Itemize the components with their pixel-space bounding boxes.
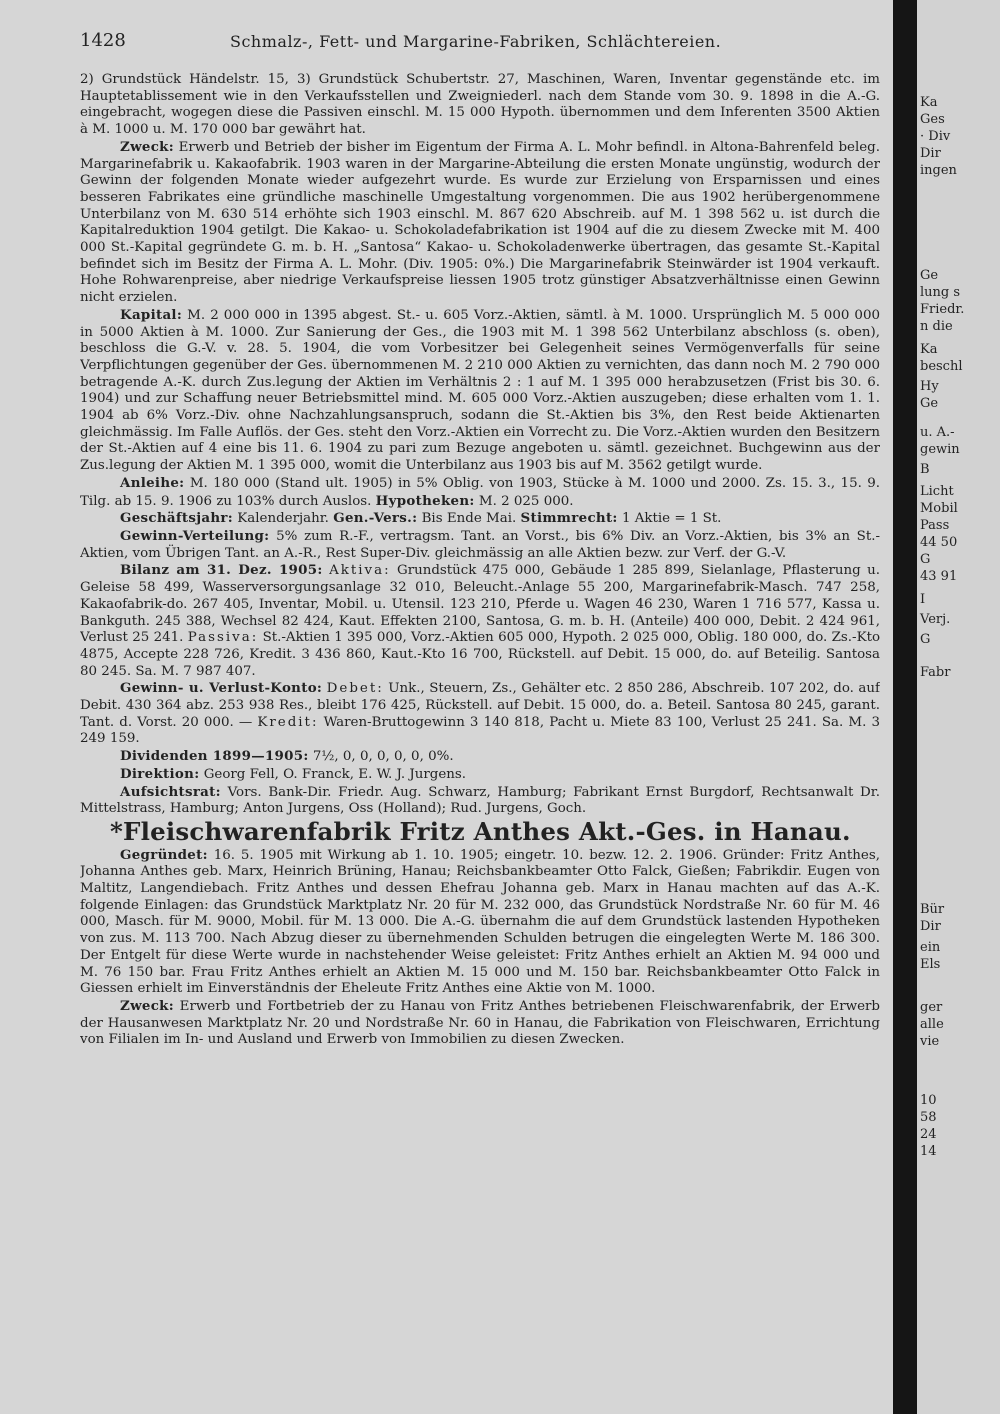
page-number: 1428 <box>80 30 126 51</box>
page-header <box>80 30 880 60</box>
next-page-fragment: G <box>920 552 931 567</box>
next-page-fragment: 10 <box>920 1093 937 1108</box>
next-page-fragment: Bür <box>920 902 945 917</box>
guv-label: Gewinn- u. Verlust-Konto: <box>120 680 323 697</box>
next-page-fragment: Verj. <box>920 612 951 627</box>
company1-intro: 2) Grundstück Händelstr. 15, 3) Grundstück Schubertstr. 27, Maschinen, Waren, Inventar gegenstände etc. im Hauptetablissement wie in den Verkaufsstellen und Zweigniederl. nach dem Stande vom 30. 9. 1898 in die A.-G. eingebracht, wogegen diese die Passiven einschl. M. 15 000 Hypoth. übernommen und dem Inferenten 3500 Aktien à M. 1000 u. M. 170 000 bar gewährt hat. <box>80 72 880 138</box>
zweck-section: Zweck: Erwerb und Betrieb der bisher im Eigentum der Firma A. L. Mohr befindl. in Altona-Bahrenfeld beleg. Margarinefabrik u. Kakaofabrik. 1903 waren in der Margarine-Abteilung die ersten Monate ungünstig, wodurch der Gewinn der folgenden Monate wieder aufgezehrt wurde. Es wurde zur Erzielung von Ersparnissen und eines besseren Fabrikates eine gründliche maschinelle Umgestaltung vorgenommen. Die aus 1902 herübergenommene Unterbilanz von M. 630 514 erhöhte sich 1903 einschl. M. 867 620 Abschreib. auf M. 1 398 562 u. ist durch die Kapitalreduktion 1904 getilgt. Die Kakao- u. Schokoladefabrikation ist 1904 auf die zu diesem Zwecke mit M. 400 000 St.-Kapital gegründete G. m. b. H. „Santosa“ Kakao- u. Schokoladenwerke übertragen, das gesamte St.-Kapital befindet sich im Besitz der Firma A. L. Mohr. (Div. 1905: 0%.) Die Margarinefabrik Steinwärder ist 1904 verkauft. Hohe Rohwarenpreise, aber niedrige Verkaufspreise liessen 1905 trotz günstiger Absatzverhältnisse einen Gewinn nicht erzielen. <box>80 138 880 306</box>
next-page-fragment: Dir <box>920 146 941 161</box>
gegruendet-label: Gegründet: <box>120 846 208 863</box>
genvers-label: Gen.-Vers.: <box>333 510 418 527</box>
dividenden-section: Dividenden 1899—1905: 7½, 0, 0, 0, 0, 0, 0%. <box>120 748 454 765</box>
next-page-fragment: Fabr <box>920 665 951 680</box>
kredit-label: Kredit: <box>257 714 319 730</box>
hypotheken-label: Hypotheken: <box>375 492 475 509</box>
debet-label: Debet: <box>326 681 384 697</box>
kapital-section: Kapital: M. 2 000 000 in 1395 abgest. St.- u. 605 Vorz.-Aktien, sämtl. à M. 1000. Ursprünglich M. 5 000 000 in 5000 Aktien à M. 1000. Zur Sanierung der Ges., die 1903 mit M. 1 398 562 Unterbilanz abschloss (s. oben), beschloss die G.-V. v. 28. 5. 1904, die vom Vorbesitzer bei Gelegenheit seines Vermögenverfalls für seine Verpflichtungen gegenüber der Ges. übernommenen M. 2 210 000 Aktien zu vernichten, das dann noch M. 2 790 000 betragende A.-K. durch Zus.legung der Aktien im Verhältnis 2 : 1 auf M. 1 395 000 herabzusetzen (Frist bis 30. 6. 1904) und zur Schaffung neuer Betriebsmittel mind. M. 605 000 Vorz.-Aktien auszugeben; diese erhalten vom 1. 1. 1904 ab 6% Vorz.-Div. ohne Nachzahlungsanspruch, sodann die St.-Aktien bis 3%, den Rest beide Aktienarten gleichmässig. Im Falle Auflös. der Ges. steht den Vorz.-Aktien ein Vorrecht zu. Die Vorz.-Aktien wurden den Besitzern der St.-Aktien auf 4 eine bis 11. 6. 1904 zu pari zum Bezuge angeboten u. sämtl. gezeichnet. Buchgewinn aus der Zus.legung der Aktien M. 1 395 000, womit die Unterbilanz aus 1903 bis auf M. 3562 getilgt wurde. <box>80 306 880 474</box>
stimmrecht-label: Stimmrecht: <box>520 510 618 527</box>
kapital-label: Kapital: <box>120 306 183 323</box>
next-page-fragment: 24 <box>920 1127 937 1142</box>
bilanz-section: Bilanz am 31. Dez. 1905: Aktiva: Grundstück 475 000, Gebäude 1 285 899, Sielanlage, Pflasterung u. Geleise 58 499, Wasserversorgungsanlage 32 010, Beleucht.-Anlage 55 200, Margarinefabrik-Masch. 747 258, Kakaofabrik-do. 267 405, Inventar, Mobil. u. Utensil. 123 210, Pferde u. Wagen 46 230, Waren 1 716 577, Kassa u. Bankguth. 245 388, Wechsel 82 424, Kaut. Effekten 2100, Santosa, G. m. b. H. (Anteile) 400 000, Debit. 2 424 961, Verlust 25 241. Passiva: St.-Aktien 1 395 000, Vorz.-Aktien 605 000, Hypoth. 2 025 000, Oblig. 180 000, do. Zs.-Kto 4875, Accepte 228 726, Kredit. 3 436 860, Kaut.-Kto 16 700, Rückstell. auf Debit. 15 000, do. auf Beteilig. Santosa 80 245. Sa. M. 7 987 407. <box>80 562 880 679</box>
aufsichtsrat-section: Aufsichtsrat: Vors. Bank-Dir. Friedr. Aug. Schwarz, Hamburg; Fabrikant Ernst Burgdorf, Rechtsanwalt Dr. Mittelstrass, Hamburg; Anton Jurgens, Oss (Holland); Rud. Jurgens, Goch. <box>80 783 880 817</box>
next-page-fragment: 43 91 <box>920 569 958 584</box>
next-page-fragment: Licht <box>920 484 954 499</box>
zweck-label: Zweck: <box>120 138 174 155</box>
direktion-section: Direktion: Georg Fell, O. Franck, E. W. J. Jurgens. <box>120 765 467 782</box>
zweck2-section: Zweck: Erwerb und Fortbetrieb der zu Hanau von Fritz Anthes betriebenen Fleischwarenfabrik, der Erwerb der Hausanwesen Marktplatz Nr. 20 und Nordstraße Nr. 60 in Hanau, die Fabrikation von Fleischwaren, Errichtung von Filialen im In- und Ausland und Erwerb von Immobilien zu diesen Zwecken. <box>80 997 880 1048</box>
next-page-fragment: Pass <box>920 518 950 533</box>
passiva-label: Passiva: <box>187 630 259 646</box>
next-page-fragment: Hy <box>920 379 939 394</box>
next-page-fragment: Ge <box>920 268 939 283</box>
next-page-fragment: Ka <box>920 342 938 357</box>
anleihe-section: Anleihe: M. 180 000 (Stand ult. 1905) in 5% Oblig. von 1903, Stücke à M. 1000 und 2000. Zs. 15. 3., 15. 9. Tilg. ab 15. 9. 1906 zu 103% durch Auslos. Hypotheken: M. 2 025 000. <box>80 474 880 509</box>
next-page-fragment: Friedr. <box>920 302 965 317</box>
next-page-fragment: Ges <box>920 112 945 127</box>
anleihe-label: Anleihe: <box>120 474 185 491</box>
next-page-fragment: Mobil <box>920 501 958 516</box>
next-page-fragment: · Div <box>920 129 951 144</box>
next-page-fragment: lung s <box>920 285 961 300</box>
direktion-label: Direktion: <box>120 765 200 782</box>
gewinnverteilung-label: Gewinn-Verteilung: <box>120 527 270 544</box>
next-page-fragment: 44 50 <box>920 535 958 550</box>
next-page-fragment: ein <box>920 940 941 955</box>
aktiva-label: Aktiva: <box>329 563 391 579</box>
geschaeftsjahr-label: Geschäftsjahr: <box>120 510 233 527</box>
next-page-edge <box>917 0 1000 1414</box>
bilanz-label: Bilanz am 31. Dez. 1905: <box>120 562 323 579</box>
next-page-fragment: Ge <box>920 396 939 411</box>
guv-section: Gewinn- u. Verlust-Konto: Debet: Unk., Steuern, Zs., Gehälter etc. 2 850 286, Abschreib. 107 202, do. auf Debit. 430 364 abz. 253 938 Res., bleibt 176 425, Rückstell. auf Debit. 15 000, do. a. Beteil. Santosa 80 245, garant. Tant. d. Vorst. 20 000. — Kredit: Waren-Bruttogewinn 3 140 818, Pacht u. Miete 83 100, Verlust 25 241. Sa. M. 3 249 159. <box>80 680 880 747</box>
next-page-fragment: beschl <box>920 359 963 374</box>
next-page-fragment: Dir <box>920 919 941 934</box>
next-page-fragment: gewin <box>920 442 960 457</box>
geschaeftsjahr-section: Geschäftsjahr: Kalenderjahr. Gen.-Vers.: Bis Ende Mai. Stimmrecht: 1 Aktie = 1 St. <box>120 510 722 527</box>
next-page-fragment: ingen <box>920 163 957 178</box>
next-page-fragment: u. A.- <box>920 425 955 440</box>
next-page-fragment: I <box>920 592 926 607</box>
next-page-fragment: Ka <box>920 95 938 110</box>
next-page-fragment: 58 <box>920 1110 937 1125</box>
next-page-fragment: ger <box>920 1000 943 1015</box>
gegruendet-section: Gegründet: 16. 5. 1905 mit Wirkung ab 1. 10. 1905; eingetr. 10. bezw. 12. 2. 1906. Gründer: Fritz Anthes, Johanna Anthes geb. Marx, Heinrich Brüning, Hanau; Reichsbankbeamter Otto Falck, Gießen; Fabrikdir. Eugen von Maltitz, Langendiebach. Fritz Anthes und dessen Ehefrau Johanna geb. Marx in Hanau machten auf das A.-K. folgende Einlagen: das Grundstück Marktplatz Nr. 20 für M. 232 000, das Grundstück Nordstraße Nr. 60 für M. 46 000, Masch. für M. 9000, Mobil. für M. 13 000. Die A.-G. übernahm die auf dem Grundstück lastenden Hypotheken von zus. M. 113 700. Nach Abzug dieser zu übernehmenden Schulden betrugen die eingelegten Werte M. 186 300. Der Entgelt für diese Werte wurde in nachstehender Weise geleistet: Fritz Anthes erhielt an Aktien M. 94 000 und M. 76 150 bar. Frau Fritz Anthes erhielt an Aktien M. 15 000 und M. 150 bar. Reichsbankbeamter Otto Falck in Giessen erhielt im Einverständnis der Eheleute Fritz Anthes eine Aktie von M. 1000. <box>80 846 880 997</box>
next-page-fragment: G <box>920 632 931 647</box>
zweck2-label: Zweck: <box>120 997 174 1014</box>
body-text <box>80 72 880 1049</box>
next-page-fragment: alle <box>920 1017 944 1032</box>
running-head: Schmalz-, Fett- und Margarine-Fabriken, Schlächtereien. <box>230 32 722 51</box>
dividenden-label: Dividenden 1899—1905: <box>120 748 309 765</box>
next-page-fragment: n die <box>920 319 953 334</box>
aufsichtsrat-label: Aufsichtsrat: <box>120 783 221 800</box>
gewinnverteilung-section: Gewinn-Verteilung: 5% zum R.-F., vertragsm. Tant. an Vorst., bis 6% Div. an Vorz.-Aktien, bis 3% an St.-Aktien, vom Übrigen Tant. an A.-R., Rest Super-Div. gleichmässig an alle Aktien bezw. zur Verf. der G.-V. <box>80 527 880 561</box>
company2-title: *Fleischwarenfabrik Fritz Anthes Akt.-Ges. in Hanau. <box>110 816 851 846</box>
next-page-fragment: B <box>920 462 930 477</box>
next-page-fragment: 14 <box>920 1144 937 1159</box>
next-page-fragment: vie <box>920 1034 940 1049</box>
next-page-fragment: Els <box>920 957 941 972</box>
binding-gutter <box>893 0 917 1414</box>
